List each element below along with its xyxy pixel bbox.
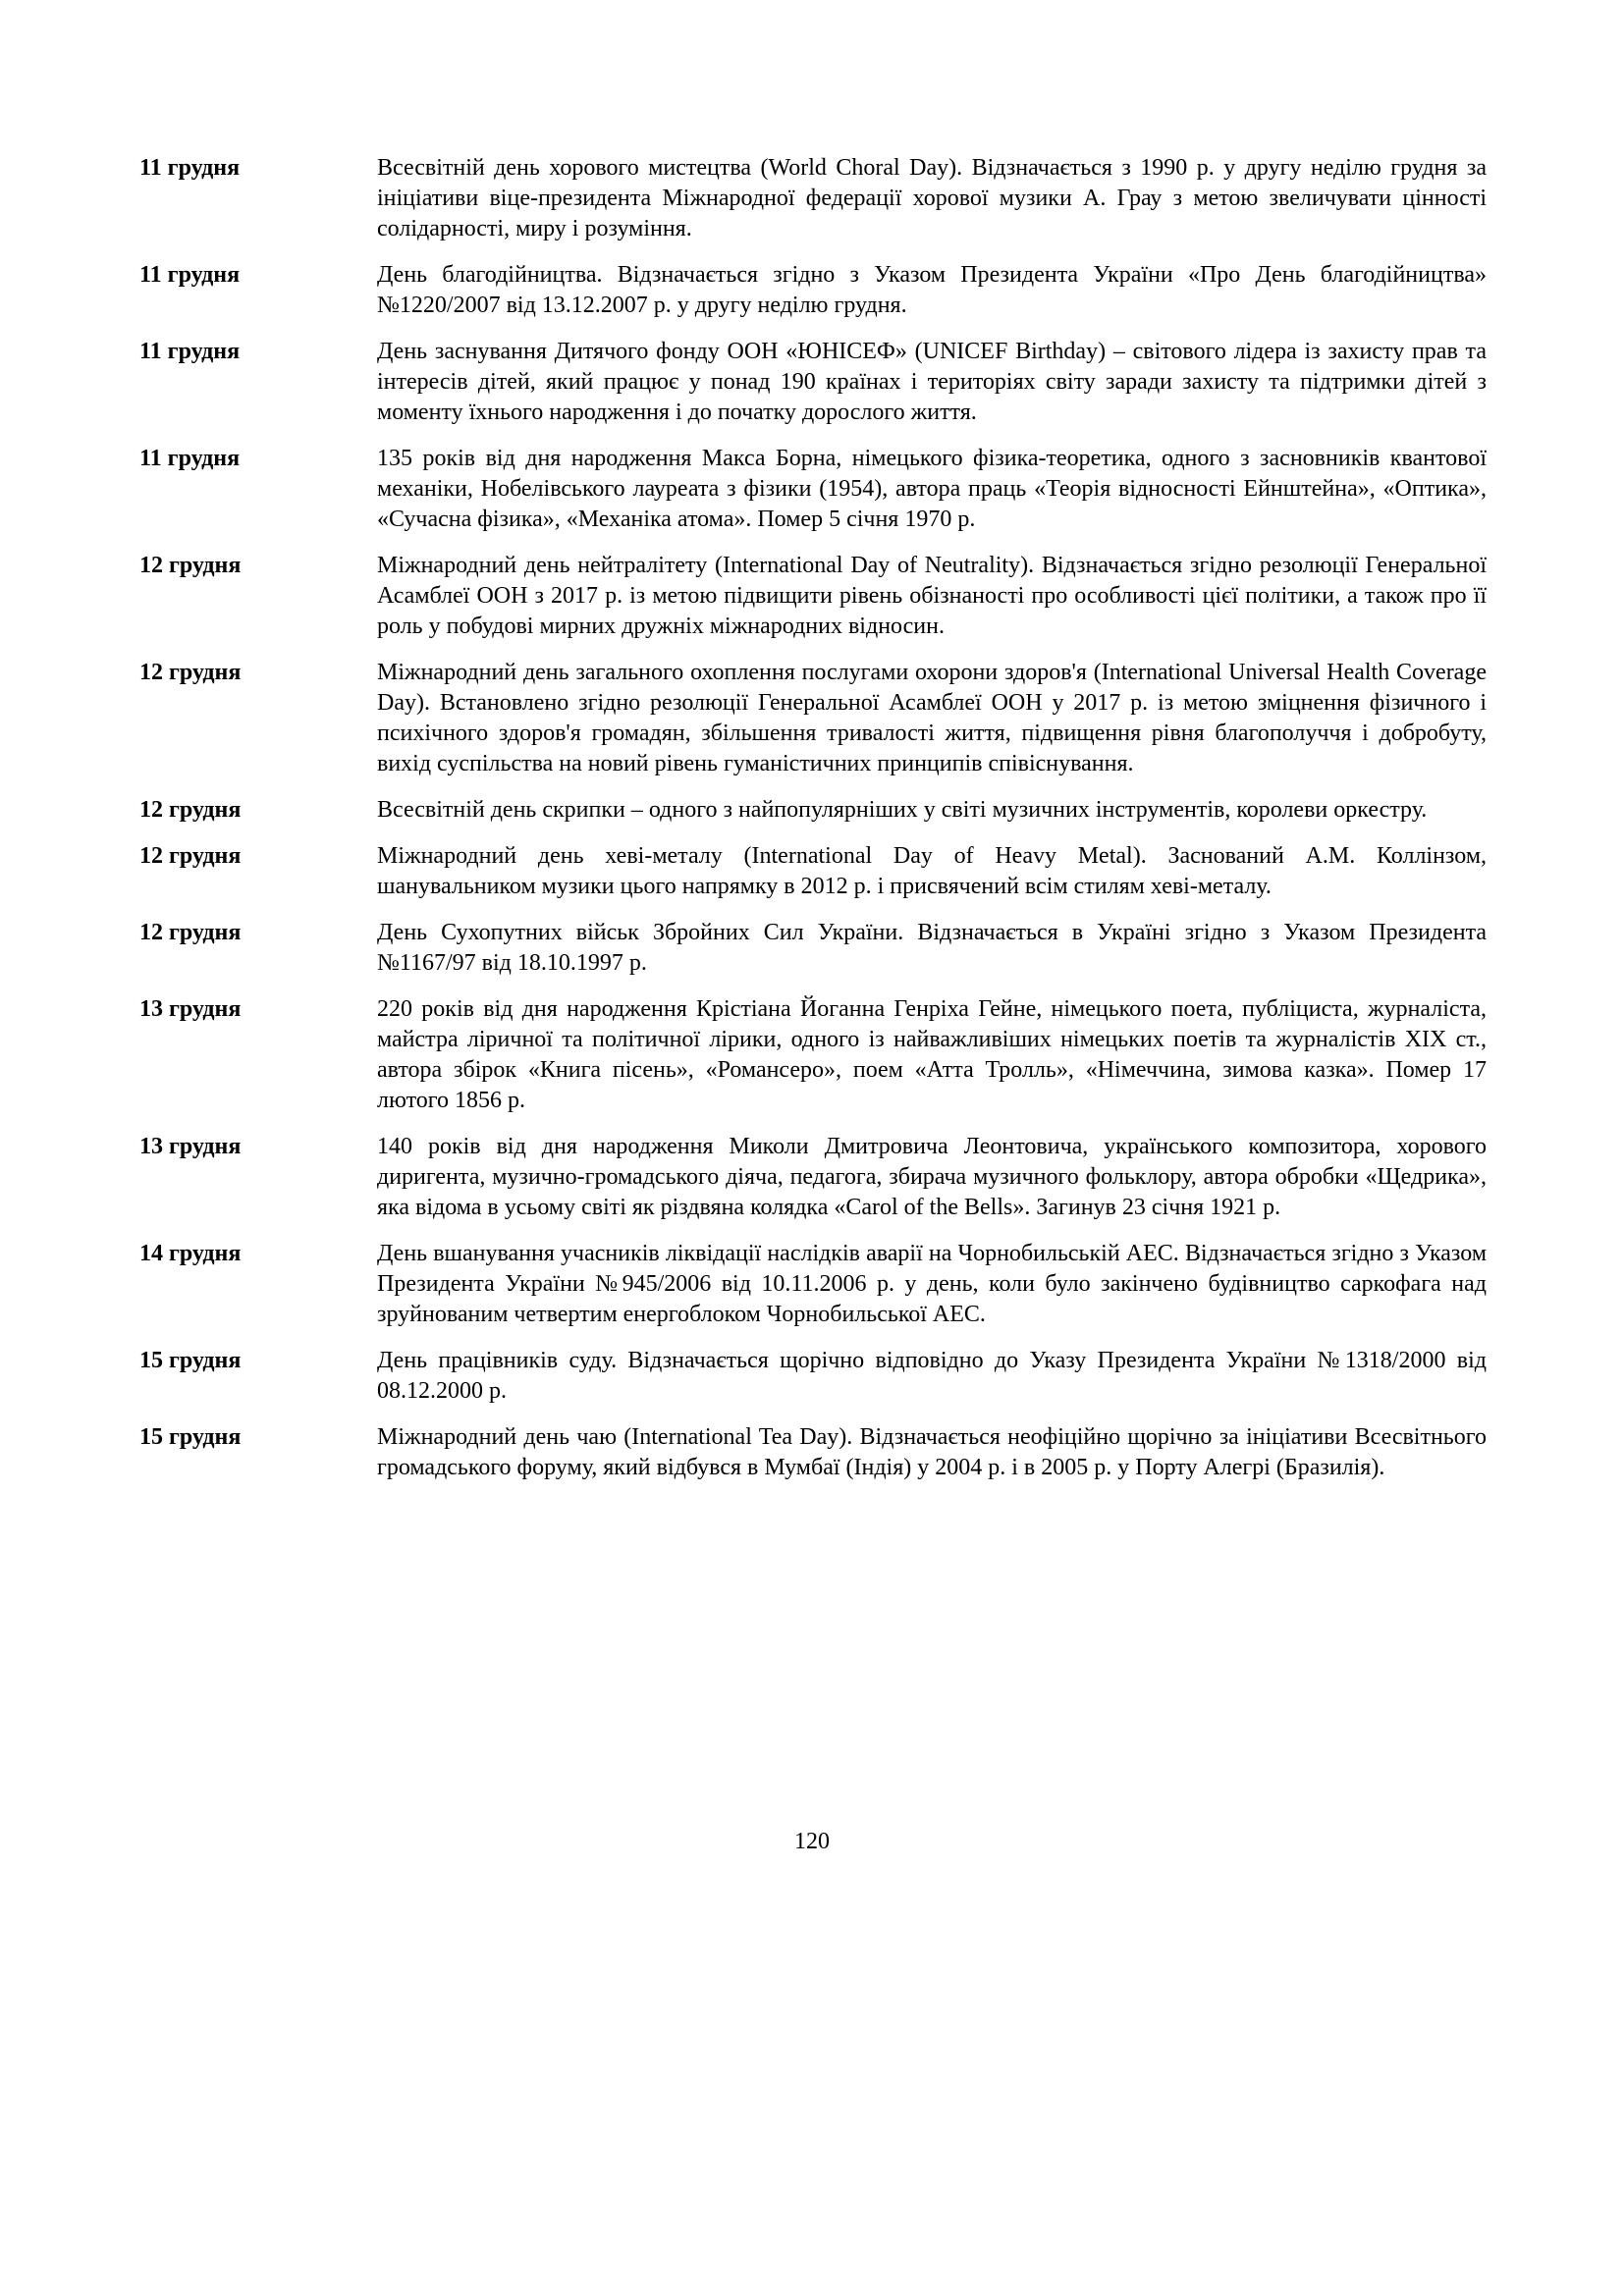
entry-date: 13 грудня	[139, 996, 242, 1022]
calendar-entry	[139, 658, 1487, 779]
calendar-entry	[139, 795, 1487, 826]
entry-text: День Сухопутних військ Збройних Сил України. Відзначається в Україні згідно з Указом Президента №1167/97 від 18.10.1997 р.	[377, 920, 1487, 976]
entry-text: День працівників суду. Відзначається щорічно відповідно до Указу Президента України №1318/2000 від 08.12.2000 р.	[377, 1348, 1487, 1404]
entry-text: 135 років від дня народження Макса Борна, німецького фізика-теоретика, одного з засновників квантової механіки, Нобелівського лауреата з фізики (1954), автора праць «Теорія відносності Ейнштейна», «Оптика», «Сучасна фізика», «Механіка атома». Помер 5 січня 1970 р.	[377, 446, 1487, 532]
entry-text: Всесвітній день хорового мистецтва (World Choral Day). Відзначається з 1990 р. у другу неділю грудня за ініціативи віце-президента Міжнародної федерації хорової музики А. Грау з метою звеличувати цінності солідарності, миру і розуміння.	[377, 155, 1487, 241]
entry-date: 11 грудня	[139, 339, 241, 364]
entry-date: 13 грудня	[139, 1134, 242, 1159]
entry-date: 11 грудня	[139, 262, 241, 288]
entry-text: Міжнародний день загального охоплення послугами охорони здоров'я (International Universal Health Coverage Day). Встановлено згідно резолюції Генеральної Асамблеї ООН у 2017 р. із метою зміцнення фізичного і психічного здоров'я громадян, збільшення тривалості життя, підвищення рівня благополуччя і добробуту, вихід суспільства на новий рівень гуманістичних принципів співіснування.	[377, 660, 1487, 776]
calendar-entry	[139, 1422, 1487, 1483]
entry-date: 15 грудня	[139, 1348, 242, 1373]
calendar-entry	[139, 1346, 1487, 1407]
entry-date: 15 грудня	[139, 1424, 242, 1450]
entry-text: День вшанування учасників ліквідації наслідків аварії на Чорнобильській АЕС. Відзначається згідно з Указом Президента України №945/2006 від 10.11.2006 р. у день, коли було закінчено будівництво саркофага над зруйнованим четвертим енергоблоком Чорнобильської АЕС.	[377, 1241, 1487, 1327]
entry-date: 12 грудня	[139, 797, 242, 823]
entry-date: 12 грудня	[139, 553, 242, 578]
calendar-entry	[139, 918, 1487, 979]
entry-date: 11 грудня	[139, 446, 241, 471]
entry-text: Міжнародний день хеві-металу (International Day of Heavy Metal). Заснований А.М. Коллінзом, шанувальником музики цього напрямку в 2012 р. і присвячений всім стилям хеві-металу.	[377, 843, 1487, 899]
entry-date: 14 грудня	[139, 1241, 242, 1266]
entry-text: День благодійництва. Відзначається згідно з Указом Президента України «Про День благодійництва» №1220/2007 від 13.12.2007 р. у другу неділю грудня.	[377, 262, 1487, 318]
entry-text: 140 років від дня народження Миколи Дмитровича Леонтовича, українського композитора, хорового диригента, музично-громадського діяча, педагога, збирача музичного фольклору, автора обробки «Щедрика», яка відома в усьому світі як різдвяна колядка «Carol of the Bells». Загинув 23 січня 1921 р.	[377, 1134, 1487, 1220]
entry-text: Всесвітній день скрипки – одного з найпопулярніших у світі музичних інструментів, королеви оркестру.	[377, 797, 1428, 823]
page-number: 120	[794, 1829, 830, 1854]
entry-date: 12 грудня	[139, 920, 242, 945]
calendar-entries	[139, 153, 1487, 1499]
calendar-entry	[139, 551, 1487, 642]
entry-text: Міжнародний день нейтралітету (International Day of Neutrality). Відзначається згідно резолюції Генеральної Асамблеї ООН з 2017 р. із метою підвищити рівень обізнаності про особливості цієї політики, а також про її роль у побудові мирних дружніх міжнародних відносин.	[377, 553, 1487, 639]
entry-text: День заснування Дитячого фонду ООН «ЮНІСЕФ» (UNICEF Birthday) – світового лідера із захисту прав та інтересів дітей, який працює у понад 190 країнах і територіях світу заради захисту та підтримки дітей з моменту їхнього народження і до початку дорослого життя.	[377, 339, 1487, 425]
calendar-entry	[139, 260, 1487, 321]
calendar-entry	[139, 841, 1487, 902]
entry-date: 12 грудня	[139, 843, 242, 869]
calendar-entry	[139, 153, 1487, 244]
calendar-entry	[139, 1239, 1487, 1330]
calendar-entry	[139, 994, 1487, 1116]
entry-text: Міжнародний день чаю (International Tea Day). Відзначається неофіційно щорічно за ініціативи Всесвітнього громадського форуму, який відбувся в Мумбаї (Індія) у 2004 р. і в 2005 р. у Порту Алегрі (Бразилія).	[377, 1424, 1487, 1480]
calendar-entry	[139, 1132, 1487, 1223]
calendar-entry	[139, 337, 1487, 428]
entry-text: 220 років від дня народження Крістіана Йоганна Генріха Гейне, німецького поета, публіциста, журналіста, майстра ліричної та політичної лірики, одного із найважливіших німецьких поетів та журналістів ХІХ ст., автора збірок «Книга пісень», «Романсеро», поем «Атта Тролль», «Німеччина, зимова казка». Помер 17 лютого 1856 р.	[377, 996, 1487, 1113]
entry-date: 11 грудня	[139, 155, 241, 181]
entry-date: 12 грудня	[139, 660, 242, 685]
calendar-entry	[139, 444, 1487, 535]
